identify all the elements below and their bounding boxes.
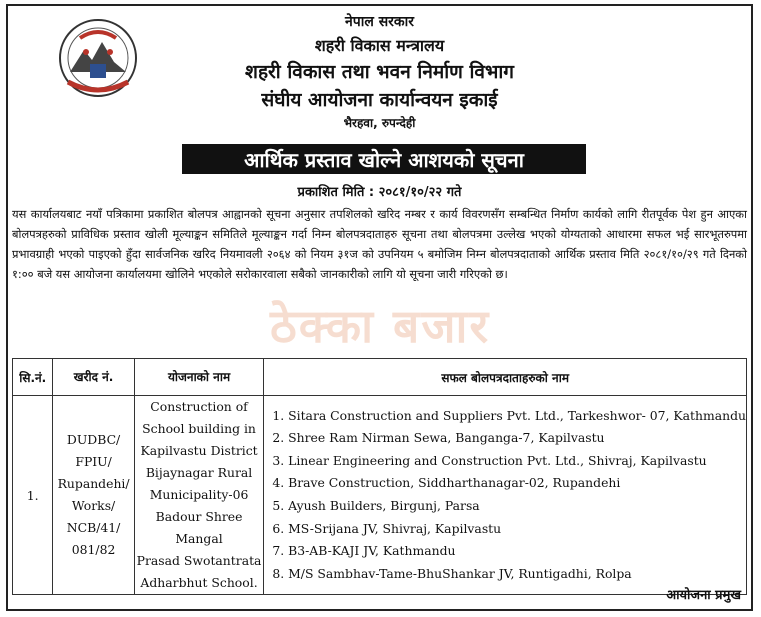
published-date: प्रकाशित मिति : २०८१/१०/२२ गते bbox=[297, 185, 462, 200]
project-line: Bijaynagar Rural bbox=[145, 465, 253, 480]
bidder-item: 8. M/S Sambhav-Tame-BhuShankar JV, Runtigadhi, Rolpa bbox=[272, 565, 632, 581]
notice-title: आर्थिक प्रस्ताव खोल्ने आशयको सूचना bbox=[182, 144, 586, 174]
cell-sn: 1. bbox=[13, 396, 53, 595]
cell-procurement-no bbox=[53, 396, 134, 595]
col-header-bidders: सफल बोलपत्रदाताहरुको नाम bbox=[264, 359, 747, 396]
procurement-line: 081/82 bbox=[71, 542, 116, 557]
bidder-item: 7. B3-AB-KAJI JV, Kathmandu bbox=[272, 543, 456, 559]
header-country: नेपाल सरकार bbox=[344, 14, 414, 30]
bidders-table bbox=[12, 358, 747, 595]
col-header-sn: सि.नं. bbox=[13, 359, 53, 396]
procurement-line: Works/ bbox=[71, 498, 116, 513]
project-line: Municipality-06 bbox=[149, 487, 249, 502]
col-header-project-name: योजनाको नाम bbox=[134, 359, 264, 396]
bidder-item: 1. Sitara Construction and Suppliers Pvt. Ltd., Tarkeshwor- 07, Kathmandu bbox=[272, 407, 746, 423]
notice-body: यस कार्यालयबाट नयाँ पत्रिकामा प्रकाशित बोलपत्र आह्वानको सूचना अनुसार तपशिलको खरिद नम्बर र कार्य विवरणसँग सम्बन्धित निर्माण कार्यको लागि रीतपूर्वक पेश हुन आएका बोलपत्रहरुको प्राविधिक प्रस्ताव खोली मूल्याङ्कन समितिले मूल्याङ्कन गर्दा निम्न बोलपत्रदाताहरु सूचना तथा बोलपत्रमा उल्लेख भएको योग्यताको आधारमा सफल भई सारभूतरुपमा प्रभावग्राही भएको पाइएको हुँदा सार्वजनिक खरिद नियमावली २०६४ को नियम ३१ज को उपनियम ५ बमोजिम निम्न बोलपत्रदाताको आर्थिक प्रस्ताव मिति २०८१/१०/२९ गते दिनको १:०० बजे यस आयोजना कार्यालयमा खोलिने भएकोले सरोकारवाला सबैको जानकारीको लागि यो सूचना जारी गरिएको छ। bbox=[12, 207, 747, 281]
project-line: Adharbhut School. bbox=[140, 575, 258, 590]
bidder-item: 6. MS-Srijana JV, Shivraj, Kapilvastu bbox=[272, 520, 502, 536]
procurement-line: DUDBC/ bbox=[66, 432, 121, 447]
project-line: School building in bbox=[142, 421, 256, 436]
bidder-item: 4. Brave Construction, Siddharthanagar-02, Rupandehi bbox=[272, 475, 621, 491]
watermark: ठेक्का बजार bbox=[270, 299, 491, 353]
header-location: भैरहवा, रुपन्देही bbox=[343, 116, 416, 130]
table-header-row bbox=[13, 359, 747, 396]
signature-title: आयोजना प्रमुख bbox=[666, 588, 741, 603]
procurement-line: NCB/41/ bbox=[66, 520, 121, 535]
project-line: Kapilvastu District bbox=[140, 443, 258, 458]
procurement-line: Rupandehi/ bbox=[57, 476, 130, 491]
bidder-item: 2. Shree Ram Nirman Sewa, Banganga-7, Kapilvastu bbox=[272, 430, 605, 446]
project-line: Prasad Swotantrata bbox=[136, 553, 262, 568]
cell-bidders bbox=[264, 396, 747, 595]
bidder-item: 5. Ayush Builders, Birgunj, Parsa bbox=[272, 498, 480, 513]
header-ministry: शहरी विकास मन्त्रालय bbox=[314, 36, 445, 55]
procurement-line: FPIU/ bbox=[75, 454, 112, 469]
header-department: शहरी विकास तथा भवन निर्माण विभाग bbox=[245, 61, 514, 83]
bidder-item: 3. Linear Engineering and Construction Pvt. Ltd., Shivraj, Kapilvastu bbox=[272, 452, 707, 468]
cell-project-name bbox=[134, 396, 264, 595]
notice-page bbox=[6, 4, 753, 611]
header-unit: संघीय आयोजना कार्यान्वयन इकाई bbox=[261, 89, 498, 111]
project-line: Badour Shree Mangal bbox=[155, 509, 243, 546]
table-row bbox=[13, 396, 747, 595]
project-line: Construction of bbox=[150, 399, 248, 414]
col-header-procurement-no: खरीद नं. bbox=[53, 359, 134, 396]
